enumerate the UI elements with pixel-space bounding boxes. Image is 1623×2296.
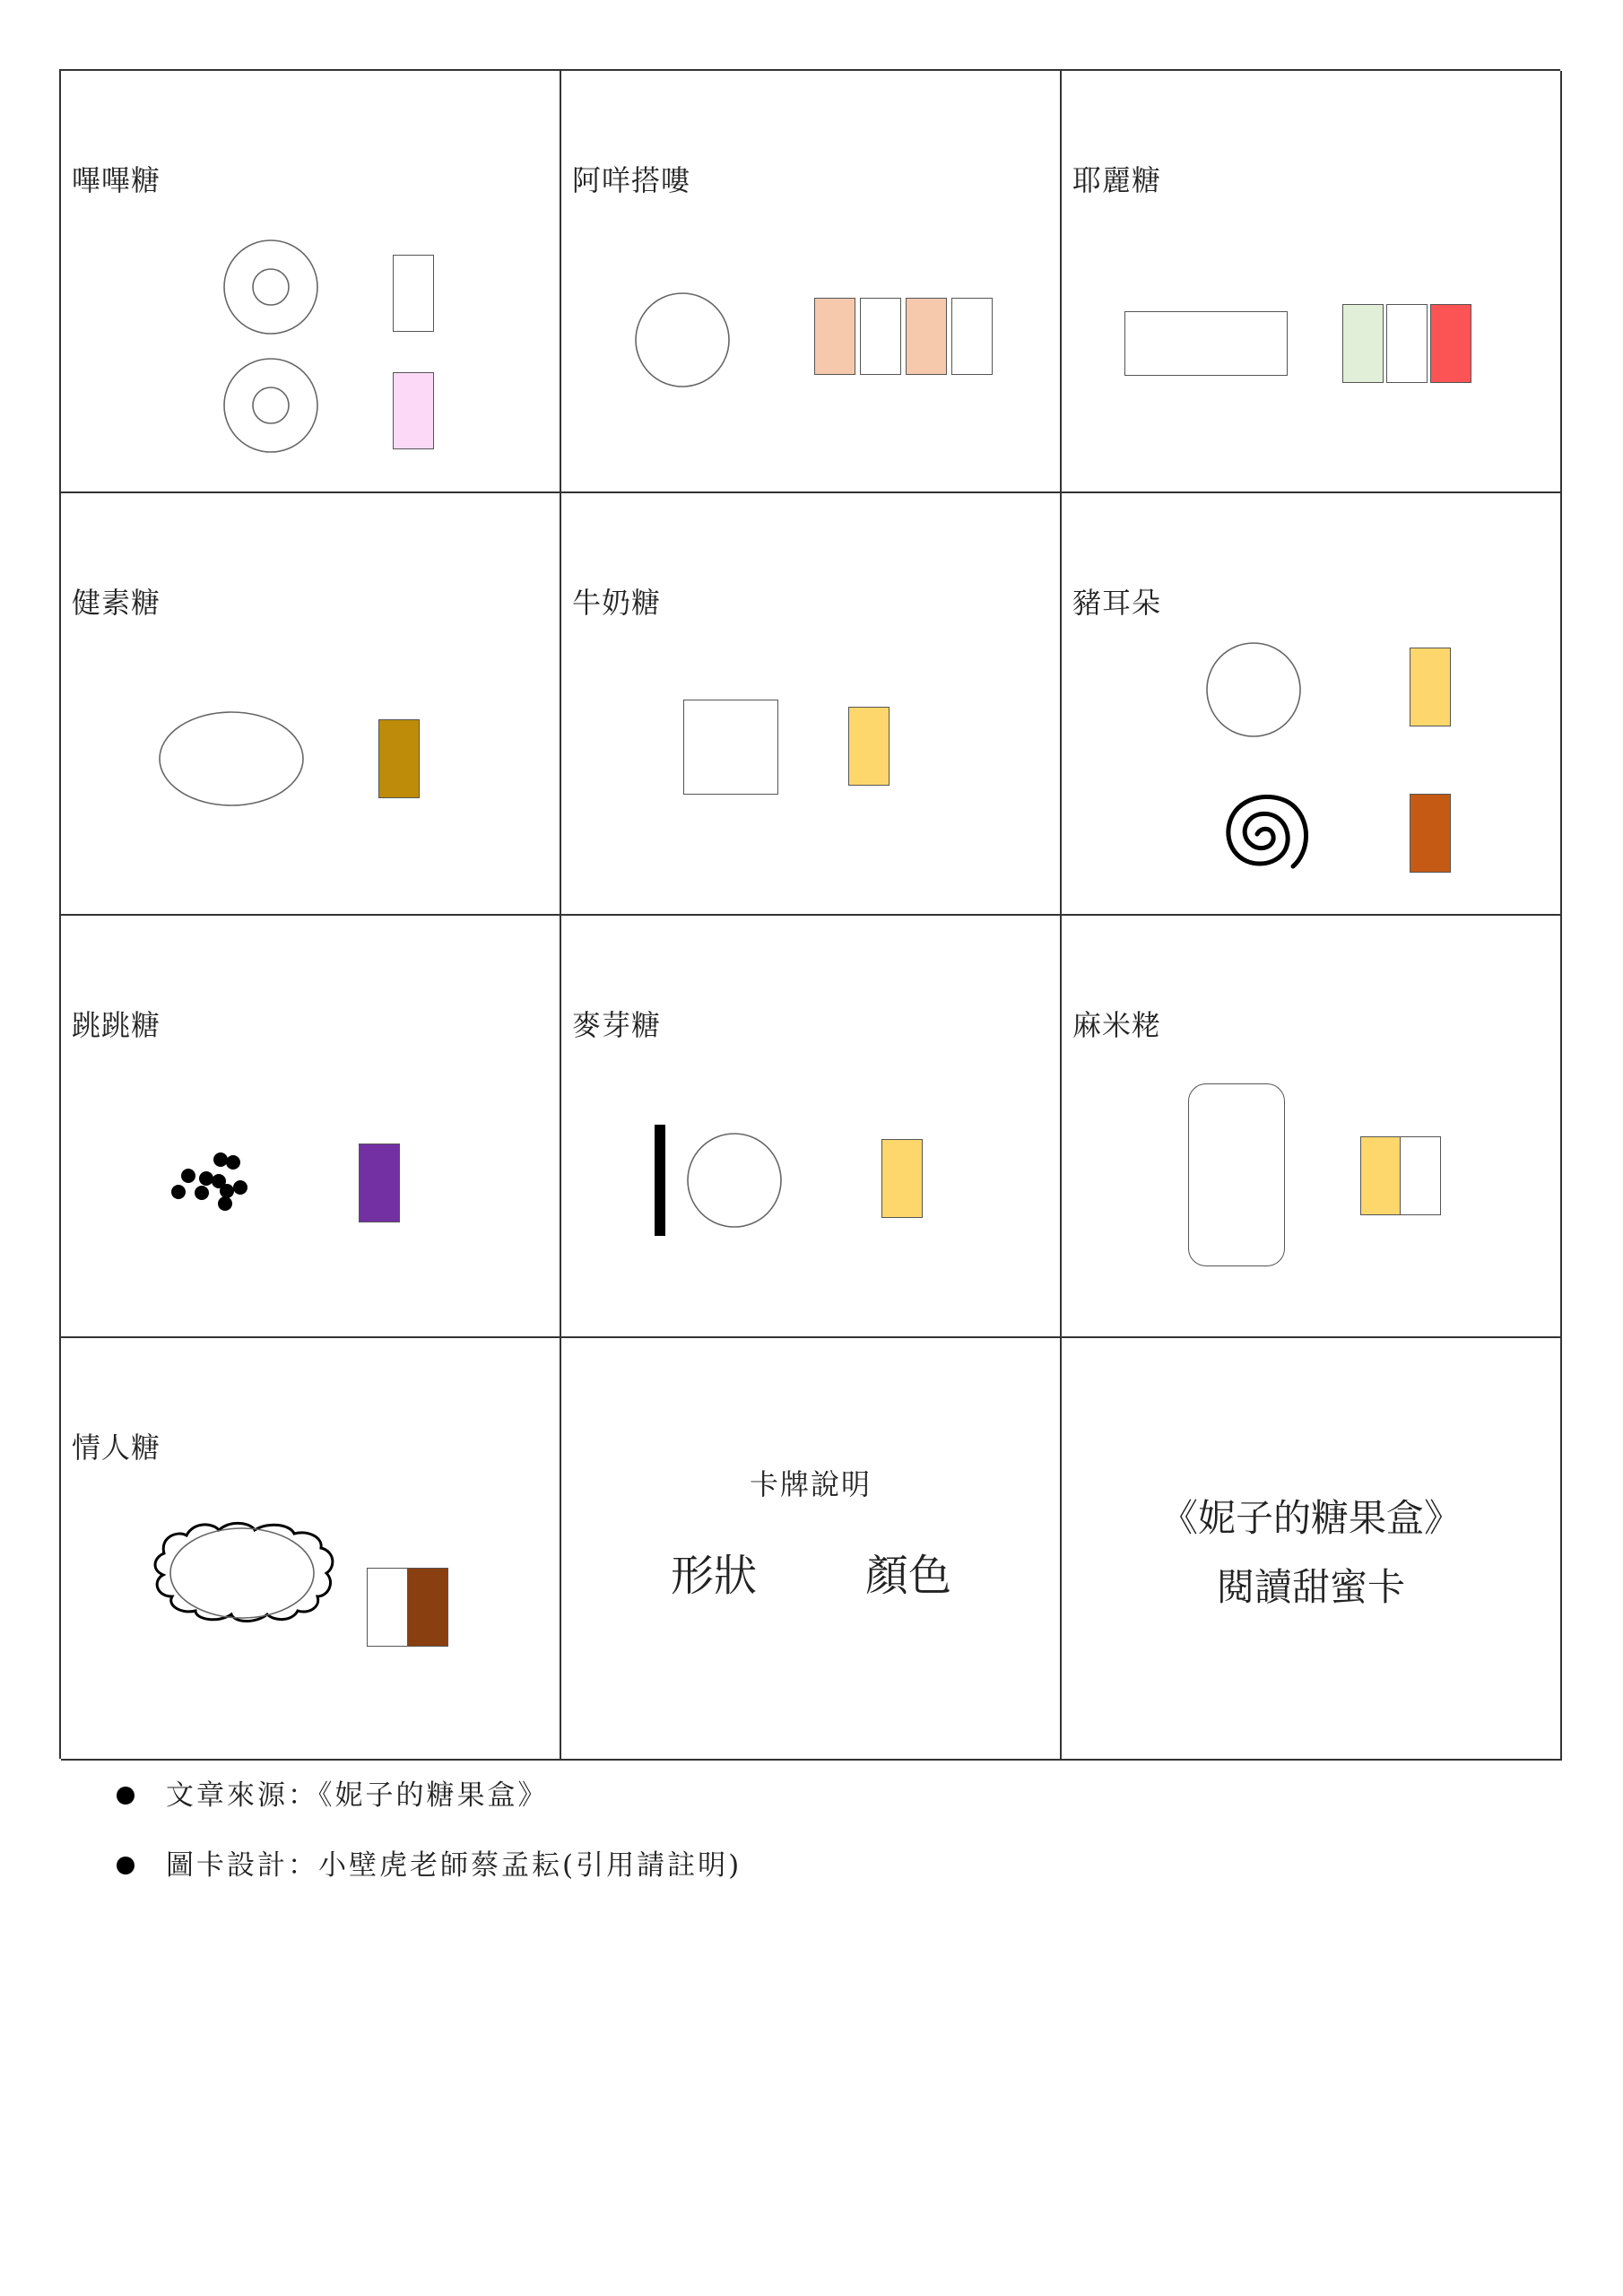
card-jiansu-candy [61, 493, 561, 916]
card-title: 牛奶糖 [572, 586, 662, 620]
color-swatch-brown [407, 1568, 448, 1647]
legend-heading: 卡牌說明 [749, 1467, 872, 1501]
color-swatch-peach [906, 298, 947, 375]
dots-shape [61, 916, 561, 1338]
card-title: 耶麗糖 [1072, 163, 1162, 197]
bullet-icon [117, 1787, 135, 1805]
color-swatch-white [1400, 1136, 1441, 1215]
cover-title: 《妮子的糖果盒》 [1159, 1496, 1462, 1540]
color-swatch-purple [359, 1144, 400, 1222]
color-swatch-rust [1410, 794, 1451, 873]
rectangle-shape [1124, 311, 1288, 376]
oval-shape [61, 493, 561, 916]
card-milk-candy [561, 493, 1062, 916]
circle-shape [561, 916, 1062, 1338]
note-source [117, 1771, 742, 1841]
card-pig-ear [1062, 493, 1562, 916]
color-swatch-white [951, 298, 993, 375]
square-shape [683, 700, 778, 795]
color-swatch-yellow [1410, 648, 1451, 726]
candy-card-grid [59, 69, 1560, 1759]
card-legend [561, 1338, 1062, 1761]
color-swatch-yellow [1360, 1136, 1402, 1215]
card-cover [1062, 1338, 1562, 1761]
circle-shape [561, 71, 1062, 493]
card-yeli-candy [1062, 71, 1562, 493]
cover-subtitle: 閱讀甜蜜卡 [1216, 1565, 1405, 1609]
circle-and-spiral-shapes [1062, 493, 1562, 916]
legend-color-label: 顏色 [865, 1551, 952, 1601]
bullet-icon [117, 1857, 135, 1874]
color-swatch-pink [393, 372, 434, 449]
card-amedaro [561, 71, 1062, 493]
card-title: 健素糖 [72, 586, 161, 620]
card-bibi-candy [61, 71, 561, 493]
color-swatch-green [1342, 304, 1384, 383]
card-title: 跳跳糖 [72, 1008, 161, 1042]
wavy-oval-shape [61, 1338, 561, 1761]
note-design [117, 1841, 742, 1911]
rounded-rectangle-shape [1188, 1083, 1285, 1266]
color-swatch-yellow [848, 707, 890, 786]
color-swatch-yellow [881, 1139, 923, 1218]
color-swatch-mustard [378, 719, 420, 798]
color-swatch-peach [814, 298, 855, 375]
card-popping-candy [61, 916, 561, 1338]
card-title: 麻米粩 [1072, 1008, 1162, 1042]
donut-shapes [61, 71, 561, 493]
card-title: 情人糖 [72, 1431, 161, 1465]
color-swatch-white [367, 1568, 408, 1647]
color-swatch-white [393, 255, 434, 332]
card-title: 豬耳朵 [1072, 586, 1162, 620]
card-title: 阿咩搭嘍 [572, 163, 691, 197]
note-text: 文章來源：《妮子的糖果盒》 [166, 1779, 549, 1812]
note-text: 圖卡設計：小壁虎老師蔡孟耘(引用請註明) [166, 1849, 742, 1882]
color-swatch-red [1430, 304, 1471, 383]
legend-shape-label: 形狀 [671, 1551, 758, 1601]
card-mamilao [1062, 916, 1562, 1338]
card-title: 嗶嗶糖 [72, 163, 161, 197]
color-swatch-white [1386, 304, 1428, 383]
color-swatch-white [860, 298, 901, 375]
card-valentine-candy [61, 1338, 561, 1761]
notes-list [117, 1771, 742, 1911]
card-maltose [561, 916, 1062, 1338]
card-title: 麥芽糖 [572, 1008, 662, 1042]
